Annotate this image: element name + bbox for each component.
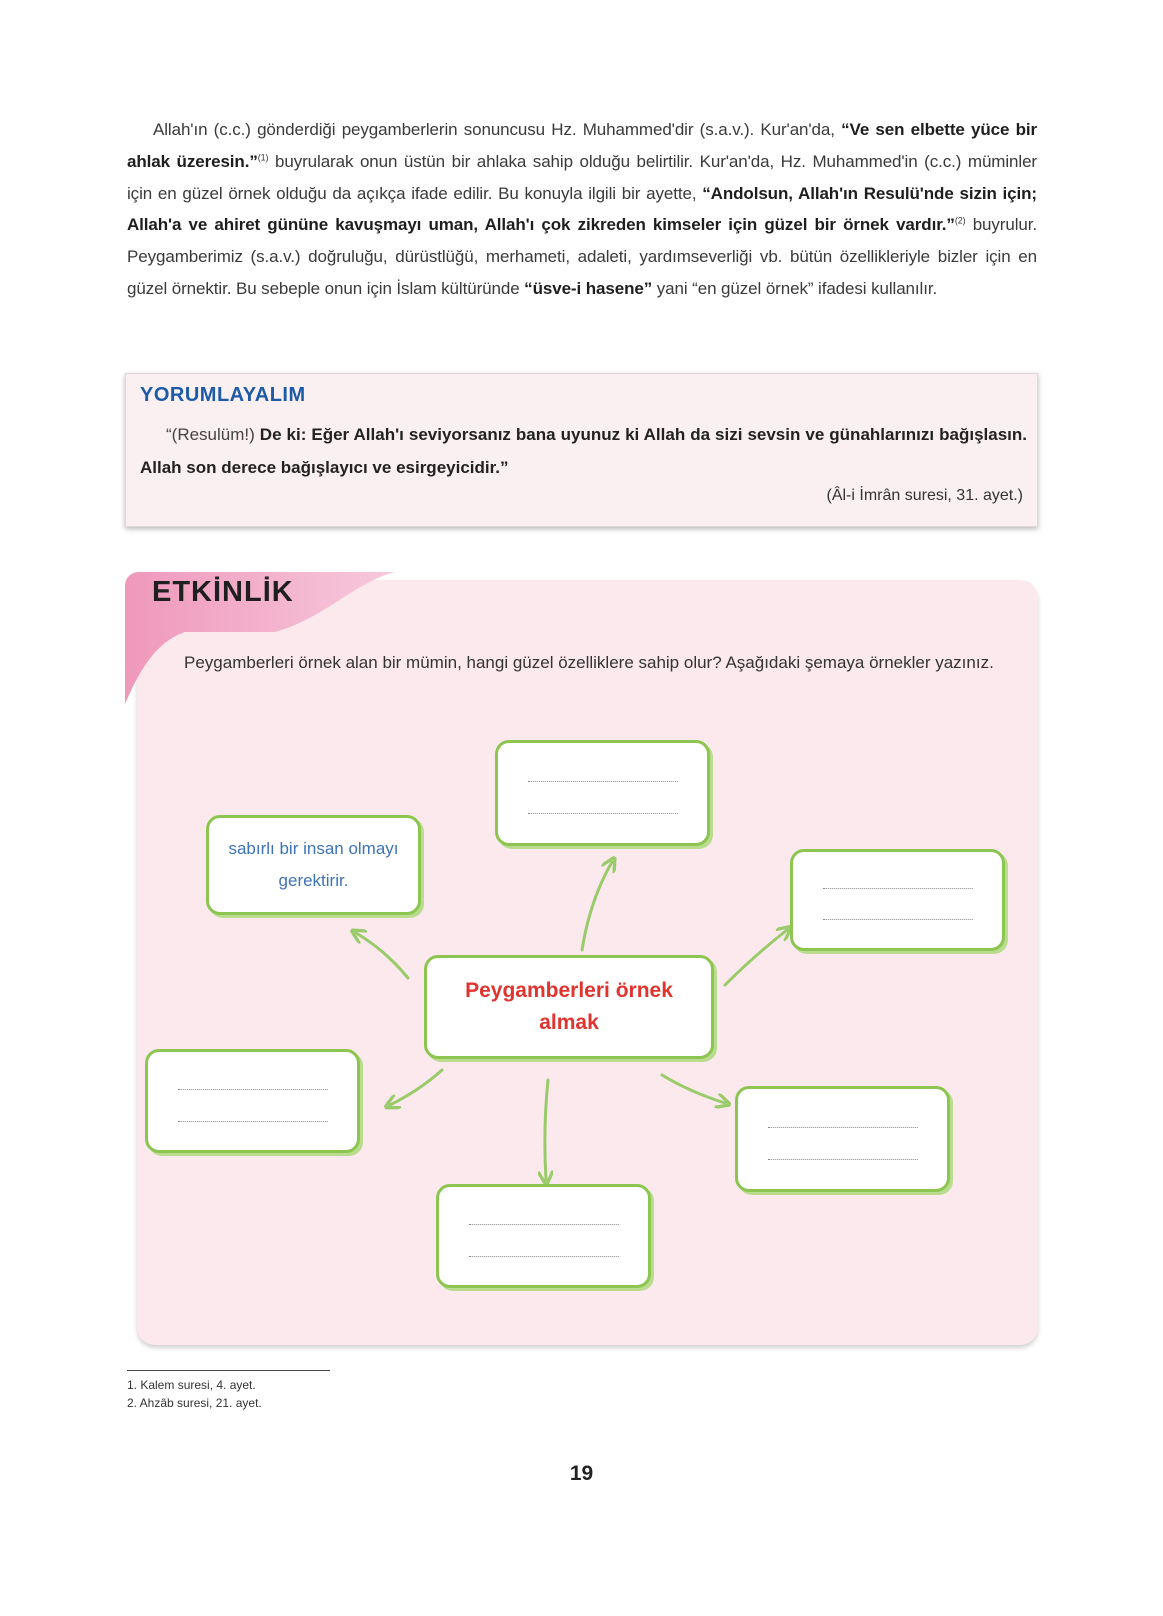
blank-line [177,1089,327,1090]
center-box [424,955,714,1059]
footnote-1: 1. Kalem suresi, 4. ayet. [127,1378,256,1392]
quote-verse-2: “Andolsun, Allah'ın Resulü'nde sizin için; Allah'a ve ahiret gününe kavuşmayı uman, Allah'ı çok zikreden kimseler için güzel bir örnek vardır.” [127,183,1037,235]
yorumlayalim-verse [140,418,1027,484]
verse-text: De ki: Eğer Allah'ı seviyorsanız bana uyunuz ki Allah da sizi sevsin ve günahlarınızı bağışlasın. Allah son derece bağışlayıcı ve esirgeyicidir.” [140,425,1027,477]
intro-text-4: yani “en güzel örnek” ifadesi kullanılır. [652,278,938,298]
footnote-2: 2. Ahzâb suresi, 21. ayet. [127,1396,262,1410]
etkinlik-title: ETKİNLİK [152,576,294,608]
blank-line [468,1256,618,1257]
example-answer-text: sabırlı bir insan olmayı gerektirir. [228,839,399,890]
blank-line [822,919,972,920]
answer-box-left[interactable] [145,1049,360,1153]
intro-text-2: buyrularak onun üstün bir ahlaka sahip olduğu belirtilir. Kur'an'da, Hz. Muhammed'in (c.c.) müminler için en güzel örnek olduğu da açıkça ifade edilir. Bu konuyla ilgili bir ayette, [127,151,1037,203]
verse-source: (Âl-i İmrân suresi, 31. ayet.) [826,487,1023,504]
yorumlayalim-title: YORUMLAYALIM [140,384,306,406]
blank-line [527,813,677,814]
verse-lead: “(Resulüm!) [166,425,260,444]
blank-line [767,1159,917,1160]
intro-text-3: buyrulur. Peygamberimiz (s.a.v.) doğruluğu, dürüstlüğü, merhameti, adaleti, yardımseverliği vb. bütün özellikleriyle bizler için en güzel örnektir. Bu sebeple onun için İslam kültüründe [127,215,1037,298]
answer-box-top[interactable] [495,740,710,846]
footnote-ref-2: (2) [954,215,966,226]
blank-line [822,888,972,889]
example-box [206,815,421,915]
intro-paragraph [127,114,1037,305]
footnote-ref-1: (1) [257,152,269,163]
blank-line [527,781,677,782]
answer-box-bottom[interactable] [436,1184,651,1288]
etkinlik-question: Peygamberleri örnek alan bir mümin, hangi güzel özelliklere sahip olur? Aşağıdaki şemaya örnekler yazınız. [184,653,994,672]
page-number: 19 [569,1462,594,1485]
blank-line [177,1121,327,1122]
answer-box-right[interactable] [790,849,1005,951]
answer-box-bottom-right[interactable] [735,1086,950,1192]
term-usve-i-hasene: “üsve-i hasene” [524,278,653,298]
quote-verse-1: “Ve sen elbette yüce bir ahlak üzeresin.” [127,120,1037,171]
blank-line [468,1224,618,1225]
yorumlayalim-box [125,373,1038,527]
center-topic: Peygamberleri örnek almak [465,979,673,1034]
blank-line [767,1127,917,1128]
footnote-divider [127,1370,330,1371]
intro-text-1: Allah'ın (c.c.) gönderdiği peygamberlerin sonuncusu Hz. Muhammed'dir (s.a.v.). Kur'an'da, [153,120,842,139]
